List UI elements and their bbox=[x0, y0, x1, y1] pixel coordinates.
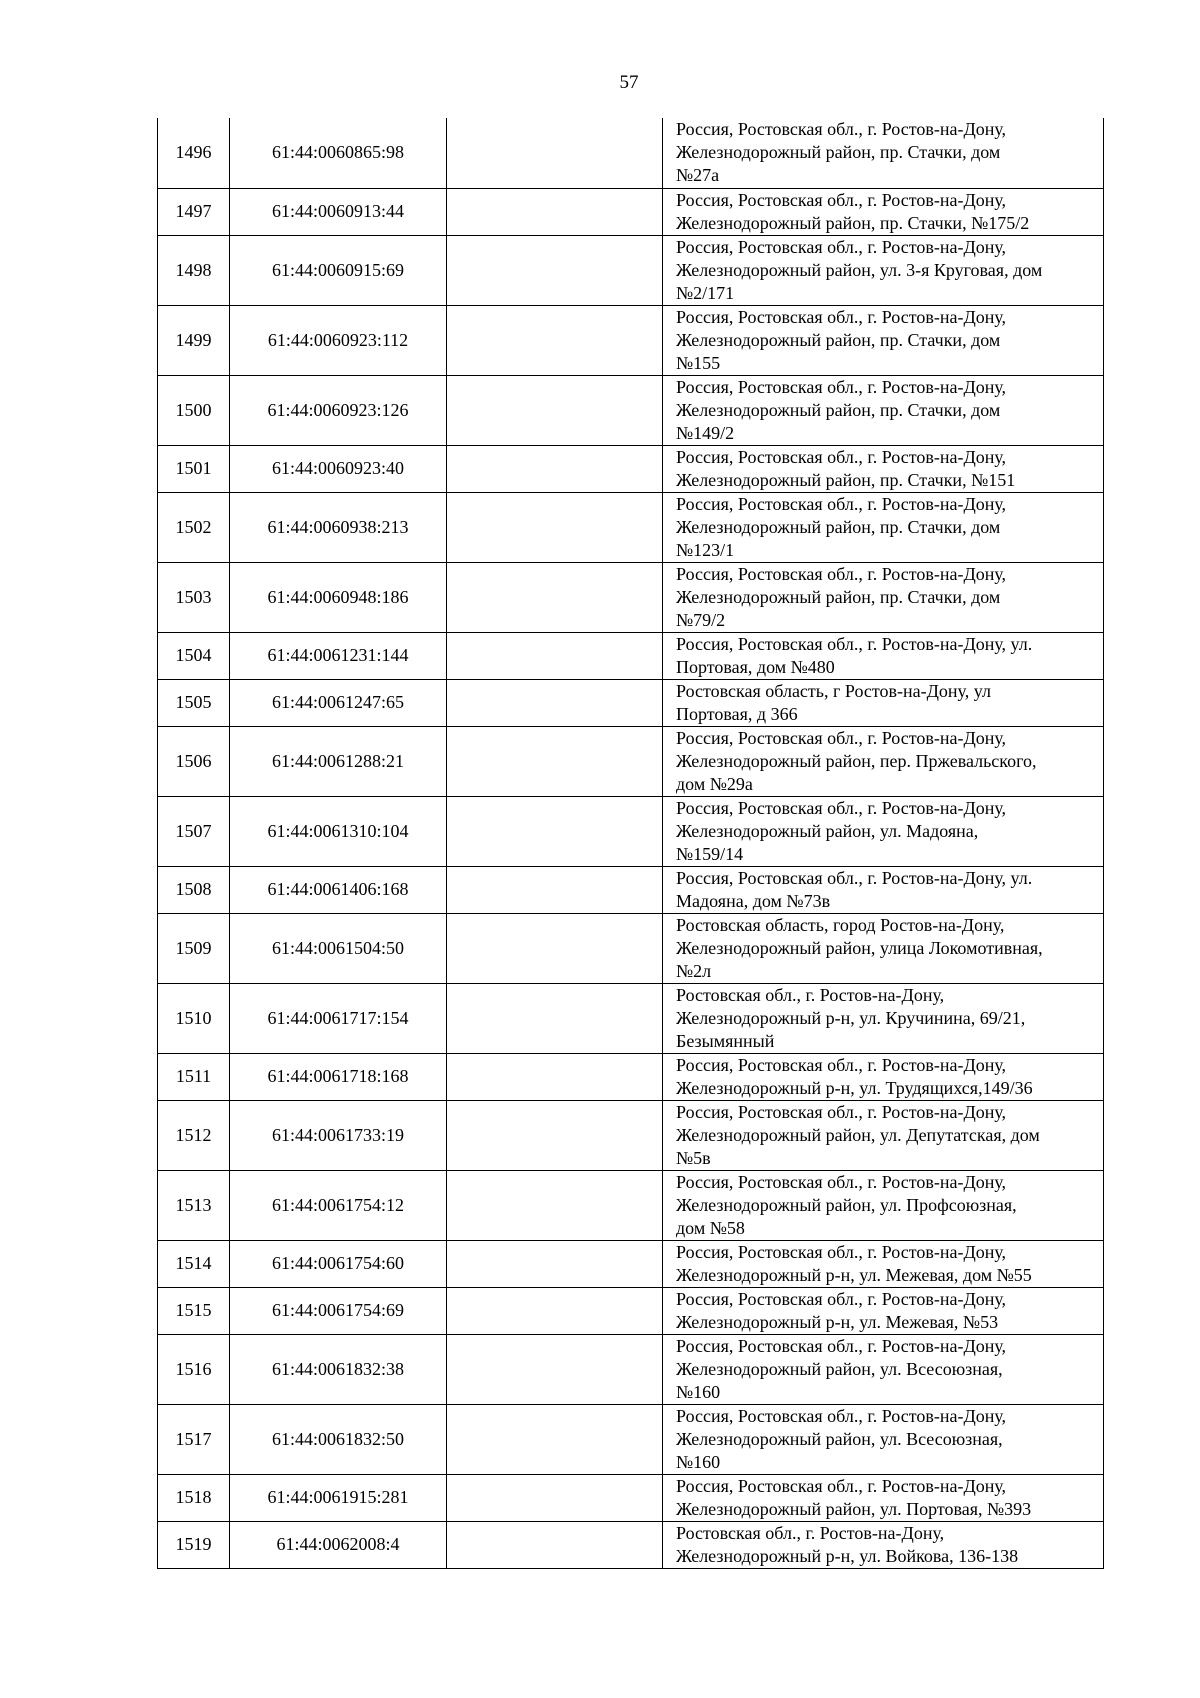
row-number-cell: 1509 bbox=[158, 913, 230, 983]
address-cell bbox=[663, 492, 1104, 562]
address-line: №155 bbox=[676, 352, 721, 373]
address-line: Железнодорожный район, ул. Мадояна, bbox=[676, 820, 979, 841]
cadastral-number-cell: 61:44:0061832:50 bbox=[230, 1404, 447, 1474]
address-cell bbox=[663, 305, 1104, 375]
table-row bbox=[158, 118, 1104, 188]
table-row bbox=[158, 235, 1104, 305]
cadastral-number-cell: 61:44:0061247:65 bbox=[230, 679, 447, 726]
row-number-cell: 1511 bbox=[158, 1053, 230, 1100]
address-line: №123/1 bbox=[676, 539, 735, 560]
address-cell bbox=[663, 1240, 1104, 1287]
address-line: №5в bbox=[676, 1147, 711, 1168]
address-line: Россия, Ростовская обл., г. Ростов-на-Дону, bbox=[676, 1171, 1007, 1192]
empty-cell bbox=[447, 679, 663, 726]
address-line: Россия, Ростовская обл., г. Ростов-на-Дону, bbox=[676, 563, 1007, 584]
table-row bbox=[158, 1170, 1104, 1240]
address-cell bbox=[663, 679, 1104, 726]
address-cell bbox=[663, 866, 1104, 913]
row-number-cell: 1496 bbox=[158, 118, 230, 188]
row-number-cell: 1510 bbox=[158, 983, 230, 1053]
address-line: №2л bbox=[676, 960, 712, 981]
page-number: 57 bbox=[619, 72, 639, 93]
row-number-cell: 1513 bbox=[158, 1170, 230, 1240]
address-line: Мадояна, дом №73в bbox=[676, 890, 831, 911]
address-cell bbox=[663, 726, 1104, 796]
row-number-cell: 1508 bbox=[158, 866, 230, 913]
table-row bbox=[158, 913, 1104, 983]
address-cell bbox=[663, 445, 1104, 492]
cadastral-number-cell: 61:44:0060938:213 bbox=[230, 492, 447, 562]
cadastral-number-cell: 61:44:0061754:69 bbox=[230, 1287, 447, 1334]
row-number-cell: 1497 bbox=[158, 188, 230, 235]
address-line: Россия, Ростовская обл., г. Ростов-на-Дону, bbox=[676, 1405, 1007, 1426]
table-row bbox=[158, 492, 1104, 562]
table-row bbox=[158, 1334, 1104, 1404]
address-line: Портовая, д 366 bbox=[676, 703, 798, 724]
address-line: №149/2 bbox=[676, 422, 735, 443]
empty-cell bbox=[447, 375, 663, 445]
table-row bbox=[158, 1287, 1104, 1334]
address-line: Железнодорожный р-н, ул. Межевая, дом №55 bbox=[676, 1264, 1032, 1285]
address-line: Железнодорожный район, ул. 3-я Круговая, дом bbox=[676, 259, 1043, 280]
address-line: Железнодорожный район, ул. Профсоюзная, bbox=[676, 1194, 1017, 1215]
address-cell bbox=[663, 1521, 1104, 1568]
address-line: №159/14 bbox=[676, 843, 744, 864]
row-number-cell: 1505 bbox=[158, 679, 230, 726]
address-line: Железнодорожный р-н, ул. Войкова, 136-138 bbox=[676, 1545, 1019, 1566]
address-line: Россия, Ростовская обл., г. Ростов-на-Дону, bbox=[676, 1241, 1007, 1262]
address-cell bbox=[663, 1170, 1104, 1240]
cadastral-number-cell: 61:44:0061733:19 bbox=[230, 1100, 447, 1170]
address-line: Россия, Ростовская обл., г. Ростов-на-Дону, bbox=[676, 797, 1007, 818]
row-number-cell: 1506 bbox=[158, 726, 230, 796]
address-line: Железнодорожный район, ул. Депутатская, дом bbox=[676, 1124, 1040, 1145]
address-line: Россия, Ростовская обл., г. Ростов-на-Дону, bbox=[676, 493, 1007, 514]
address-line: Железнодорожный район, пр. Стачки, №151 bbox=[676, 469, 1016, 490]
address-cell bbox=[663, 1287, 1104, 1334]
empty-cell bbox=[447, 632, 663, 679]
row-number-cell: 1515 bbox=[158, 1287, 230, 1334]
address-line: Россия, Ростовская обл., г. Ростов-на-Дону, bbox=[676, 189, 1007, 210]
empty-cell bbox=[447, 1474, 663, 1521]
empty-cell bbox=[447, 913, 663, 983]
empty-cell bbox=[447, 796, 663, 866]
address-line: Россия, Ростовская обл., г. Ростов-на-Дону, ул. bbox=[676, 867, 1033, 888]
address-cell bbox=[663, 375, 1104, 445]
empty-cell bbox=[447, 492, 663, 562]
row-number-cell: 1507 bbox=[158, 796, 230, 866]
address-line: №2/171 bbox=[676, 282, 735, 303]
empty-cell bbox=[447, 1240, 663, 1287]
cadastral-number-cell: 61:44:0061231:144 bbox=[230, 632, 447, 679]
empty-cell bbox=[447, 983, 663, 1053]
table-body bbox=[158, 118, 1104, 1568]
row-number-cell: 1504 bbox=[158, 632, 230, 679]
address-line: Россия, Ростовская обл., г. Ростов-на-Дону, bbox=[676, 236, 1007, 257]
empty-cell bbox=[447, 118, 663, 188]
table-row bbox=[158, 1521, 1104, 1568]
cadastral-number-cell: 61:44:0062008:4 bbox=[230, 1521, 447, 1568]
address-line: Россия, Ростовская обл., г. Ростов-на-Дону, bbox=[676, 1101, 1007, 1122]
table-row bbox=[158, 726, 1104, 796]
address-line: Железнодорожный район, пр. Стачки, №175/2 bbox=[676, 212, 1030, 233]
cadastral-number-cell: 61:44:0061717:154 bbox=[230, 983, 447, 1053]
table-row bbox=[158, 188, 1104, 235]
empty-cell bbox=[447, 1287, 663, 1334]
empty-cell bbox=[447, 1521, 663, 1568]
table-row bbox=[158, 1100, 1104, 1170]
cadastral-number-cell: 61:44:0060923:40 bbox=[230, 445, 447, 492]
table-row bbox=[158, 375, 1104, 445]
empty-cell bbox=[447, 1334, 663, 1404]
land-plot-table bbox=[157, 118, 1104, 1569]
empty-cell bbox=[447, 726, 663, 796]
address-line: Россия, Ростовская обл., г. Ростов-на-Дону, bbox=[676, 1475, 1007, 1496]
address-line: №27а bbox=[676, 165, 720, 186]
table-row bbox=[158, 1404, 1104, 1474]
address-line: дом №58 bbox=[676, 1217, 745, 1238]
row-number-cell: 1518 bbox=[158, 1474, 230, 1521]
cadastral-number-cell: 61:44:0061310:104 bbox=[230, 796, 447, 866]
address-line: Россия, Ростовская обл., г. Ростов-на-Дону, bbox=[676, 306, 1007, 327]
cadastral-number-cell: 61:44:0060923:126 bbox=[230, 375, 447, 445]
address-line: Россия, Ростовская обл., г. Ростов-на-Дону, bbox=[676, 446, 1007, 467]
empty-cell bbox=[447, 1404, 663, 1474]
row-number-cell: 1517 bbox=[158, 1404, 230, 1474]
address-line: Россия, Ростовская обл., г. Ростов-на-Дону, bbox=[676, 1288, 1007, 1309]
empty-cell bbox=[447, 866, 663, 913]
empty-cell bbox=[447, 445, 663, 492]
row-number-cell: 1519 bbox=[158, 1521, 230, 1568]
address-line: Россия, Ростовская обл., г. Ростов-на-Дону, bbox=[676, 119, 1007, 140]
address-cell bbox=[663, 1100, 1104, 1170]
address-line: Железнодорожный район, ул. Портовая, №393 bbox=[676, 1498, 1032, 1519]
empty-cell bbox=[447, 188, 663, 235]
cadastral-number-cell: 61:44:0060923:112 bbox=[230, 305, 447, 375]
table-row bbox=[158, 445, 1104, 492]
address-line: Железнодорожный район, пр. Стачки, дом bbox=[676, 516, 1001, 537]
table-row bbox=[158, 679, 1104, 726]
address-cell bbox=[663, 118, 1104, 188]
table-row bbox=[158, 866, 1104, 913]
address-cell bbox=[663, 796, 1104, 866]
cadastral-number-cell: 61:44:0061832:38 bbox=[230, 1334, 447, 1404]
cadastral-number-cell: 61:44:0061288:21 bbox=[230, 726, 447, 796]
table-row bbox=[158, 1240, 1104, 1287]
address-cell bbox=[663, 983, 1104, 1053]
address-line: Железнодорожный р-н, ул. Трудящихся,149/36 bbox=[676, 1077, 1033, 1098]
address-line: Портовая, дом №480 bbox=[676, 656, 835, 677]
cadastral-number-cell: 61:44:0061754:60 bbox=[230, 1240, 447, 1287]
address-line: Ростовская обл., г. Ростов-на-Дону, bbox=[676, 984, 945, 1005]
address-line: Железнодорожный район, ул. Всесоюзная, bbox=[676, 1428, 1003, 1449]
empty-cell bbox=[447, 305, 663, 375]
address-cell bbox=[663, 1404, 1104, 1474]
address-cell bbox=[663, 562, 1104, 632]
address-line: Железнодорожный район, пер. Пржевальского, bbox=[676, 750, 1037, 771]
address-line: дом №29а bbox=[676, 773, 753, 794]
cadastral-number-cell: 61:44:0061718:168 bbox=[230, 1053, 447, 1100]
table-row bbox=[158, 562, 1104, 632]
cadastral-number-cell: 61:44:0060948:186 bbox=[230, 562, 447, 632]
cadastral-number-cell: 61:44:0060913:44 bbox=[230, 188, 447, 235]
address-line: Железнодорожный район, пр. Стачки, дом bbox=[676, 142, 1001, 163]
row-number-cell: 1514 bbox=[158, 1240, 230, 1287]
address-cell bbox=[663, 188, 1104, 235]
address-line: Железнодорожный р-н, ул. Межевая, №53 bbox=[676, 1311, 999, 1332]
cadastral-number-cell: 61:44:0060865:98 bbox=[230, 118, 447, 188]
address-line: №160 bbox=[676, 1381, 721, 1402]
address-line: №79/2 bbox=[676, 609, 726, 630]
empty-cell bbox=[447, 235, 663, 305]
row-number-cell: 1499 bbox=[158, 305, 230, 375]
address-line: Россия, Ростовская обл., г. Ростов-на-Дону, bbox=[676, 727, 1007, 748]
address-line: Железнодорожный район, пр. Стачки, дом bbox=[676, 586, 1001, 607]
address-line: Ростовская область, город Ростов-на-Дону, bbox=[676, 914, 1005, 935]
row-number-cell: 1501 bbox=[158, 445, 230, 492]
empty-cell bbox=[447, 1170, 663, 1240]
table-row bbox=[158, 305, 1104, 375]
table-row bbox=[158, 1474, 1104, 1521]
table-row bbox=[158, 632, 1104, 679]
empty-cell bbox=[447, 562, 663, 632]
row-number-cell: 1502 bbox=[158, 492, 230, 562]
address-cell bbox=[663, 235, 1104, 305]
table-row bbox=[158, 983, 1104, 1053]
row-number-cell: 1512 bbox=[158, 1100, 230, 1170]
address-line: Железнодорожный район, ул. Всесоюзная, bbox=[676, 1358, 1003, 1379]
empty-cell bbox=[447, 1053, 663, 1100]
cadastral-number-cell: 61:44:0061915:281 bbox=[230, 1474, 447, 1521]
cadastral-number-cell: 61:44:0061754:12 bbox=[230, 1170, 447, 1240]
address-line: Железнодорожный район, улица Локомотивная, bbox=[676, 937, 1043, 958]
address-cell bbox=[663, 1053, 1104, 1100]
address-cell bbox=[663, 913, 1104, 983]
row-number-cell: 1500 bbox=[158, 375, 230, 445]
table-row bbox=[158, 796, 1104, 866]
table-row bbox=[158, 1053, 1104, 1100]
row-number-cell: 1516 bbox=[158, 1334, 230, 1404]
address-line: Россия, Ростовская обл., г. Ростов-на-Дону, bbox=[676, 376, 1007, 397]
address-line: Железнодорожный район, пр. Стачки, дом bbox=[676, 399, 1001, 420]
cadastral-number-cell: 61:44:0061504:50 bbox=[230, 913, 447, 983]
address-line: Безымянный bbox=[676, 1030, 775, 1051]
address-cell bbox=[663, 1474, 1104, 1521]
address-line: Россия, Ростовская обл., г. Ростов-на-Дону, ул. bbox=[676, 633, 1033, 654]
address-cell bbox=[663, 1334, 1104, 1404]
address-line: №160 bbox=[676, 1451, 721, 1472]
cadastral-number-cell: 61:44:0061406:168 bbox=[230, 866, 447, 913]
address-line: Ростовская область, г Ростов-на-Дону, ул bbox=[676, 680, 991, 701]
row-number-cell: 1498 bbox=[158, 235, 230, 305]
empty-cell bbox=[447, 1100, 663, 1170]
address-line: Железнодорожный район, пр. Стачки, дом bbox=[676, 329, 1001, 350]
address-line: Россия, Ростовская обл., г. Ростов-на-Дону, bbox=[676, 1054, 1007, 1075]
row-number-cell: 1503 bbox=[158, 562, 230, 632]
address-line: Железнодорожный р-н, ул. Кручинина, 69/21, bbox=[676, 1007, 1026, 1028]
address-line: Ростовская обл., г. Ростов-на-Дону, bbox=[676, 1522, 945, 1543]
cadastral-number-cell: 61:44:0060915:69 bbox=[230, 235, 447, 305]
address-cell bbox=[663, 632, 1104, 679]
address-line: Россия, Ростовская обл., г. Ростов-на-Дону, bbox=[676, 1335, 1007, 1356]
